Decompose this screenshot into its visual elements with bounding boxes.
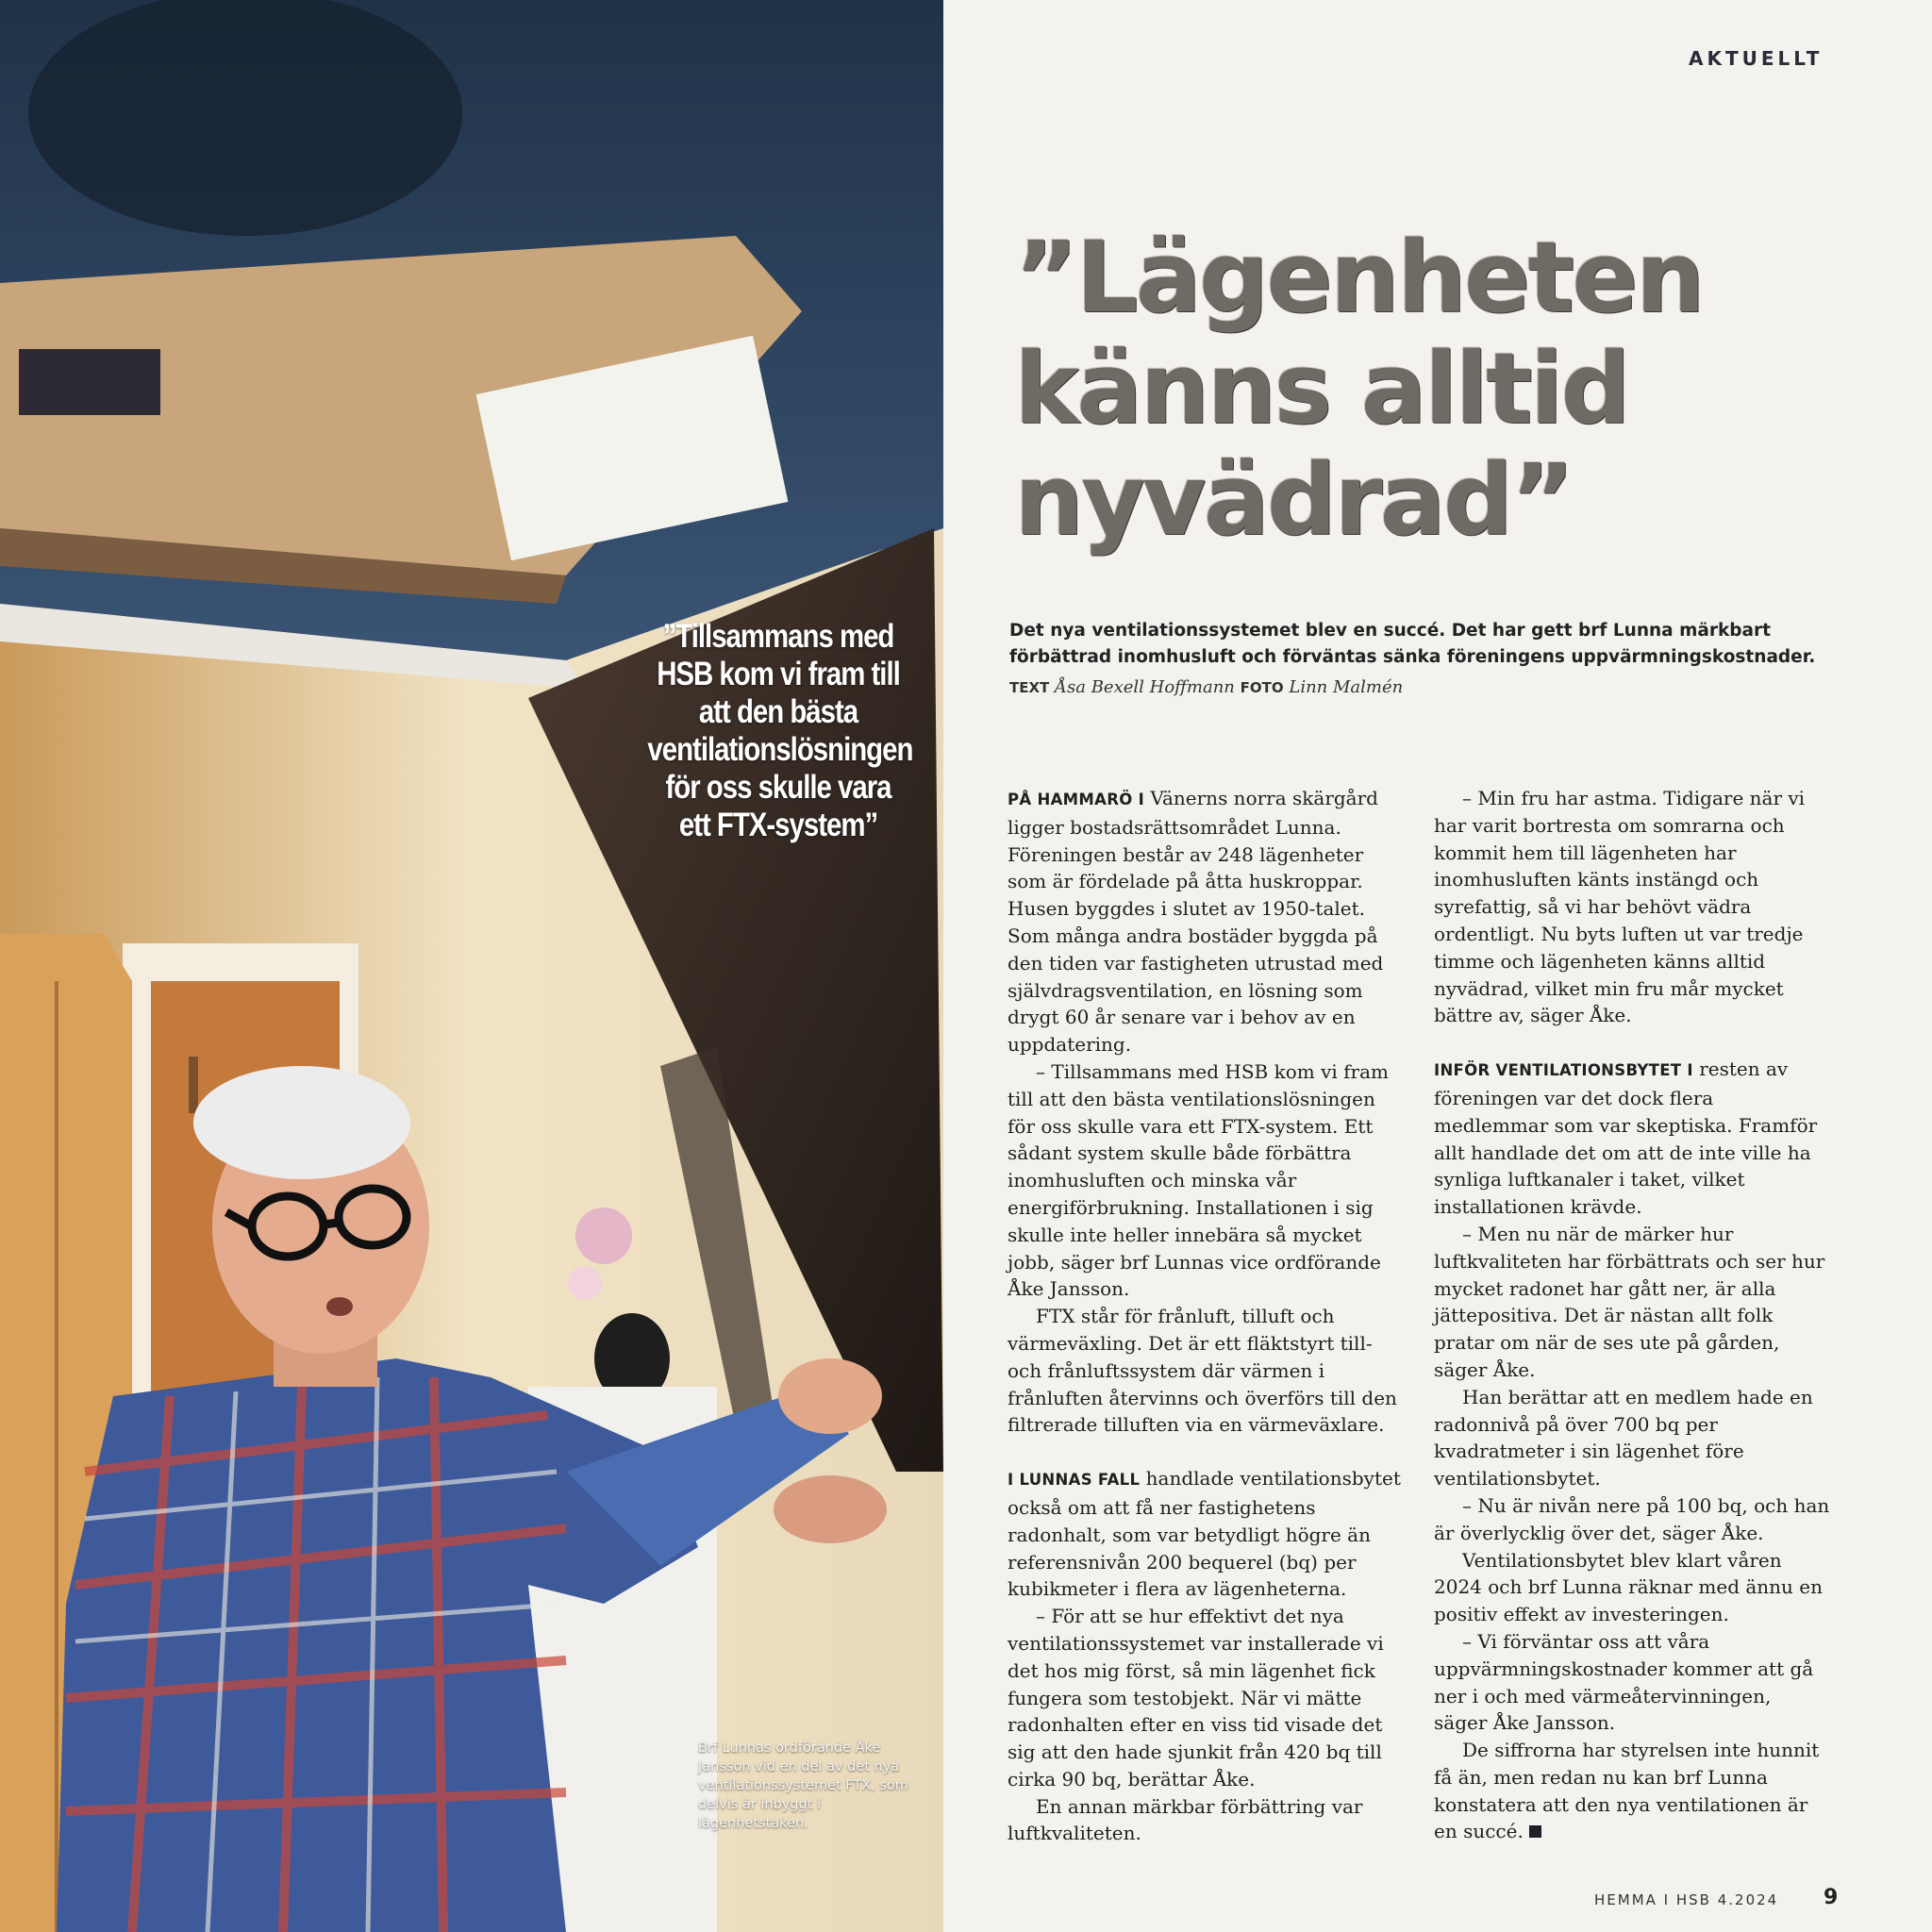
byline-photo-label: FOTO bbox=[1240, 679, 1284, 696]
article-photo bbox=[0, 0, 943, 1932]
ingress: Det nya ventilationssystemet blev en succé. Det har gett brf Lunna märkbart förbättrad inomhusluft och förväntas sänka föreningens uppvärmningskostnader. bbox=[1009, 621, 1816, 667]
lead-in: I LUNNAS FALL bbox=[1008, 1471, 1141, 1490]
byline-text-label: TEXT bbox=[1009, 679, 1050, 696]
end-mark-icon bbox=[1529, 1825, 1541, 1838]
paragraph: – För att se hur effektivt det nya ventilationssystemet var installerade vi det hos mig först, så min lägenhet fick fungera som testobjekt. När vi mätte radonhalten efter en viss tid visade det sig att den hade sjunkit från 420 bq till cirka 90 bq, berättar Åke. bbox=[1008, 1605, 1384, 1790]
headline-line-2: känns alltid bbox=[1014, 331, 1628, 446]
paragraph: INFÖR VENTILATIONSBYTET I resten av föreningen var det dock flera medlemmar som var skeptiska. Framför allt handlade det om att de inte ville ha synliga luftkanaler i taket, vilket installationen krävde. bbox=[1434, 1058, 1818, 1219]
headline-line-3: nyvädrad” bbox=[1014, 442, 1573, 558]
article-column-1 bbox=[1008, 785, 1404, 1847]
paragraph: Han berättar att en medlem hade en radonnivå på över 700 bq per kvadratmeter i sin lägenhet före ventilationsbytet. bbox=[1434, 1385, 1813, 1491]
article-column-2 bbox=[1434, 785, 1830, 1845]
paragraph: En annan märkbar förbättring var luftkvaliteten. bbox=[1008, 1794, 1363, 1845]
paragraph: Ventilationsbytet blev klart våren 2024 och brf Lunna räknar med ännu en positiv effekt av investeringen. bbox=[1434, 1548, 1823, 1626]
pull-quote: ”Tillsammans med HSB kom vi fram till att den bästa ventilationslösningen för oss skulle vara ett FTX-system” bbox=[647, 618, 913, 843]
paragraph: – Men nu när de märker hur luftkvaliteten har förbättrats och ser hur mycket radonet har gått ner, är alla jättepositiva. Det är nästan allt folk pratar om när de ses ute på gården, säger Åke. bbox=[1434, 1222, 1825, 1381]
page-number: 9 bbox=[1824, 1886, 1839, 1909]
footer-magazine: HEMMA I HSB 4.2024 bbox=[1594, 1891, 1779, 1908]
byline bbox=[1009, 677, 1403, 697]
section-label: AKTUELLT bbox=[1689, 47, 1824, 70]
byline-author: Åsa Bexell Hoffmann bbox=[1055, 677, 1235, 697]
paragraph: – Min fru har astma. Tidigare när vi har varit bortresta om somrarna och kommit hem till lägenheten har inomhusluften känts instängd och syrefattig, så vi har behövt vädra ordentligt. Nu byts luften ut var tredje timme och lägenheten känns alltid nyvädrad, vilket min fru mår mycket bättre av, säger Åke. bbox=[1434, 787, 1806, 1027]
paragraph: FTX står för frånluft, tilluft och värmeväxling. Det är ett fläktstyrt till- och frånluftssystem där värmen i frånluften återvinns och överförs till den filtrerade tilluften via en värmeväxlare. bbox=[1008, 1305, 1397, 1437]
paragraph: I LUNNAS FALL handlade ventilationsbytet också om att få ner fastighetens radonhalt, som var betydligt högre än referensnivån 200 bequerel (bq) per kubikmeter i flera av lägenheterna. bbox=[1008, 1467, 1401, 1601]
byline-photographer: Linn Malmén bbox=[1289, 677, 1404, 697]
paragraph: – Vi förväntar oss att våra uppvärmningskostnader kommer att gå ner i och med värmeåtervinningen, säger Åke Jansson. bbox=[1434, 1629, 1814, 1735]
paragraph: – Nu är nivån nere på 100 bq, och han är överlycklig över det, säger Åke. bbox=[1434, 1493, 1830, 1544]
paragraph: PÅ HAMMARÖ I Vänerns norra skärgård ligger bostadsrättsområdet Lunna. Föreningen består av 248 lägenheter som är fördelade på åtta huskroppar. Husen byggdes i slutet av 1950-talet. Som många andra bostäder byggda på den tiden var fastigheten utrustad med självdragsventilation, en lösning som drygt 60 år senare var i behov av en uppdatering. bbox=[1008, 787, 1384, 1057]
headline bbox=[1014, 222, 1863, 556]
photo-caption: Brf Lunnas ordförande Åke Jansson vid en del av det nya ventilationssystemet FTX, som delvis är inbyggt i lägenhetstaken. bbox=[698, 1740, 908, 1831]
lead-in: PÅ HAMMARÖ I bbox=[1008, 791, 1145, 808]
lead-in: INFÖR VENTILATIONSBYTET I bbox=[1434, 1061, 1693, 1080]
photo-illustration bbox=[0, 0, 943, 1932]
paragraph: De siffrorna har styrelsen inte hunnit få än, men redan nu kan brf Lunna konstatera att den nya ventilationen är en succé. bbox=[1434, 1739, 1820, 1843]
headline-line-1: ”Lägenheten bbox=[1014, 220, 1703, 335]
paragraph: – Tillsammans med HSB kom vi fram till att den bästa ventilationslösningen för oss skulle vara ett FTX-system. Ett sådant system skulle både förbättra inomhusluften och minska vår energiförbrukning. Installationen i sig skulle inte heller innebära så mycket jobb, säger brf Lunnas vice ordförande Åke Jansson. bbox=[1008, 1059, 1389, 1301]
